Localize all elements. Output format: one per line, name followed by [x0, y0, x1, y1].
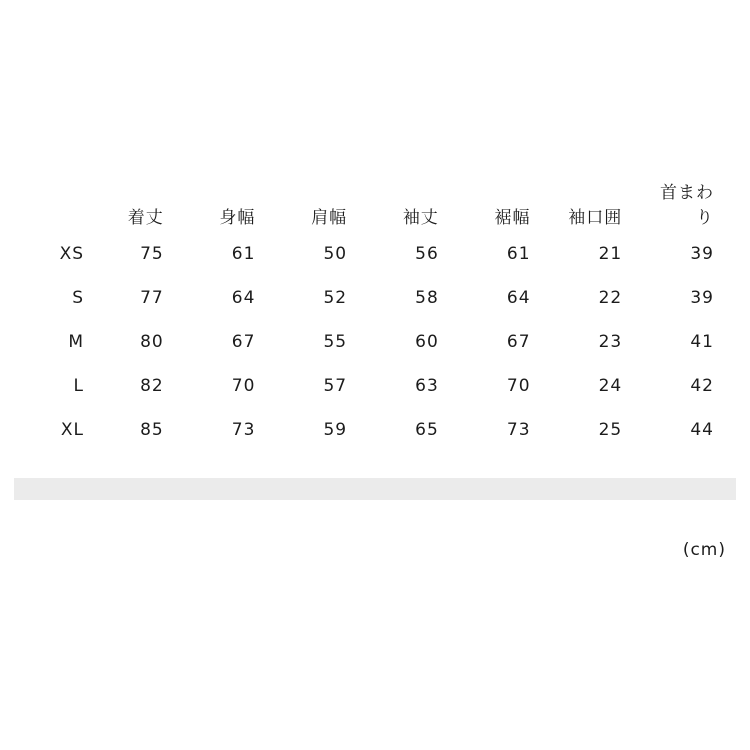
cell-l-neck: 42: [690, 376, 714, 396]
separator-band: [14, 478, 736, 500]
column-header-neck: 首まわり: [660, 183, 714, 228]
cell-l-length: 82: [140, 376, 164, 396]
row-label-xl: XL: [60, 420, 84, 440]
cell-xs-neck: 39: [690, 244, 714, 264]
cell-xl-length: 85: [140, 420, 164, 440]
cell-s-hem: 64: [506, 288, 531, 308]
table-row: [20, 408, 736, 452]
table-row: [20, 276, 736, 320]
cell-xs-cuff: 21: [598, 244, 623, 264]
unit-note: (cm): [682, 540, 726, 560]
column-header-length: 着丈: [127, 208, 164, 228]
row-label-s: S: [72, 288, 84, 308]
table-header-row: [20, 170, 736, 232]
cell-s-chest: 64: [231, 288, 256, 308]
table-body: [20, 232, 736, 452]
row-label-xs: XS: [59, 244, 84, 264]
cell-xl-hem: 73: [506, 420, 531, 440]
cell-s-cuff: 22: [598, 288, 623, 308]
cell-xl-neck: 44: [690, 420, 714, 440]
table-corner-cell: [20, 170, 94, 232]
cell-m-hem: 67: [506, 332, 531, 352]
cell-xs-length: 75: [140, 244, 164, 264]
cell-xs-chest: 61: [231, 244, 256, 264]
cell-m-neck: 41: [690, 332, 714, 352]
cell-s-length: 77: [140, 288, 164, 308]
cell-l-cuff: 24: [598, 376, 623, 396]
column-header-hem: 裾幅: [494, 208, 531, 228]
cell-s-sleeve: 58: [415, 288, 439, 308]
cell-xl-chest: 73: [231, 420, 256, 440]
cell-m-shoulder: 55: [323, 332, 348, 352]
cell-m-cuff: 23: [598, 332, 623, 352]
cell-xl-sleeve: 65: [415, 420, 439, 440]
column-header-sleeve: 袖丈: [402, 208, 439, 228]
cell-l-hem: 70: [506, 376, 531, 396]
cell-l-chest: 70: [231, 376, 256, 396]
table-row: [20, 364, 736, 408]
cell-xs-shoulder: 50: [323, 244, 348, 264]
cell-m-length: 80: [140, 332, 164, 352]
cell-xs-hem: 61: [506, 244, 531, 264]
row-label-l: L: [73, 376, 84, 396]
cell-xl-cuff: 25: [598, 420, 623, 440]
cell-s-shoulder: 52: [323, 288, 348, 308]
table-row: [20, 232, 736, 276]
row-label-m: M: [68, 332, 84, 352]
cell-l-shoulder: 57: [323, 376, 348, 396]
cell-xl-shoulder: 59: [323, 420, 348, 440]
cell-m-sleeve: 60: [415, 332, 439, 352]
column-header-chest: 身幅: [219, 208, 256, 228]
cell-xs-sleeve: 56: [415, 244, 439, 264]
table-header: [20, 170, 736, 232]
column-header-shoulder: 肩幅: [311, 208, 348, 228]
column-header-cuff: 袖口囲: [568, 208, 623, 228]
cell-s-neck: 39: [690, 288, 714, 308]
cell-m-chest: 67: [231, 332, 256, 352]
cell-l-sleeve: 63: [415, 376, 439, 396]
table-row: [20, 320, 736, 364]
size-table: [20, 170, 736, 452]
